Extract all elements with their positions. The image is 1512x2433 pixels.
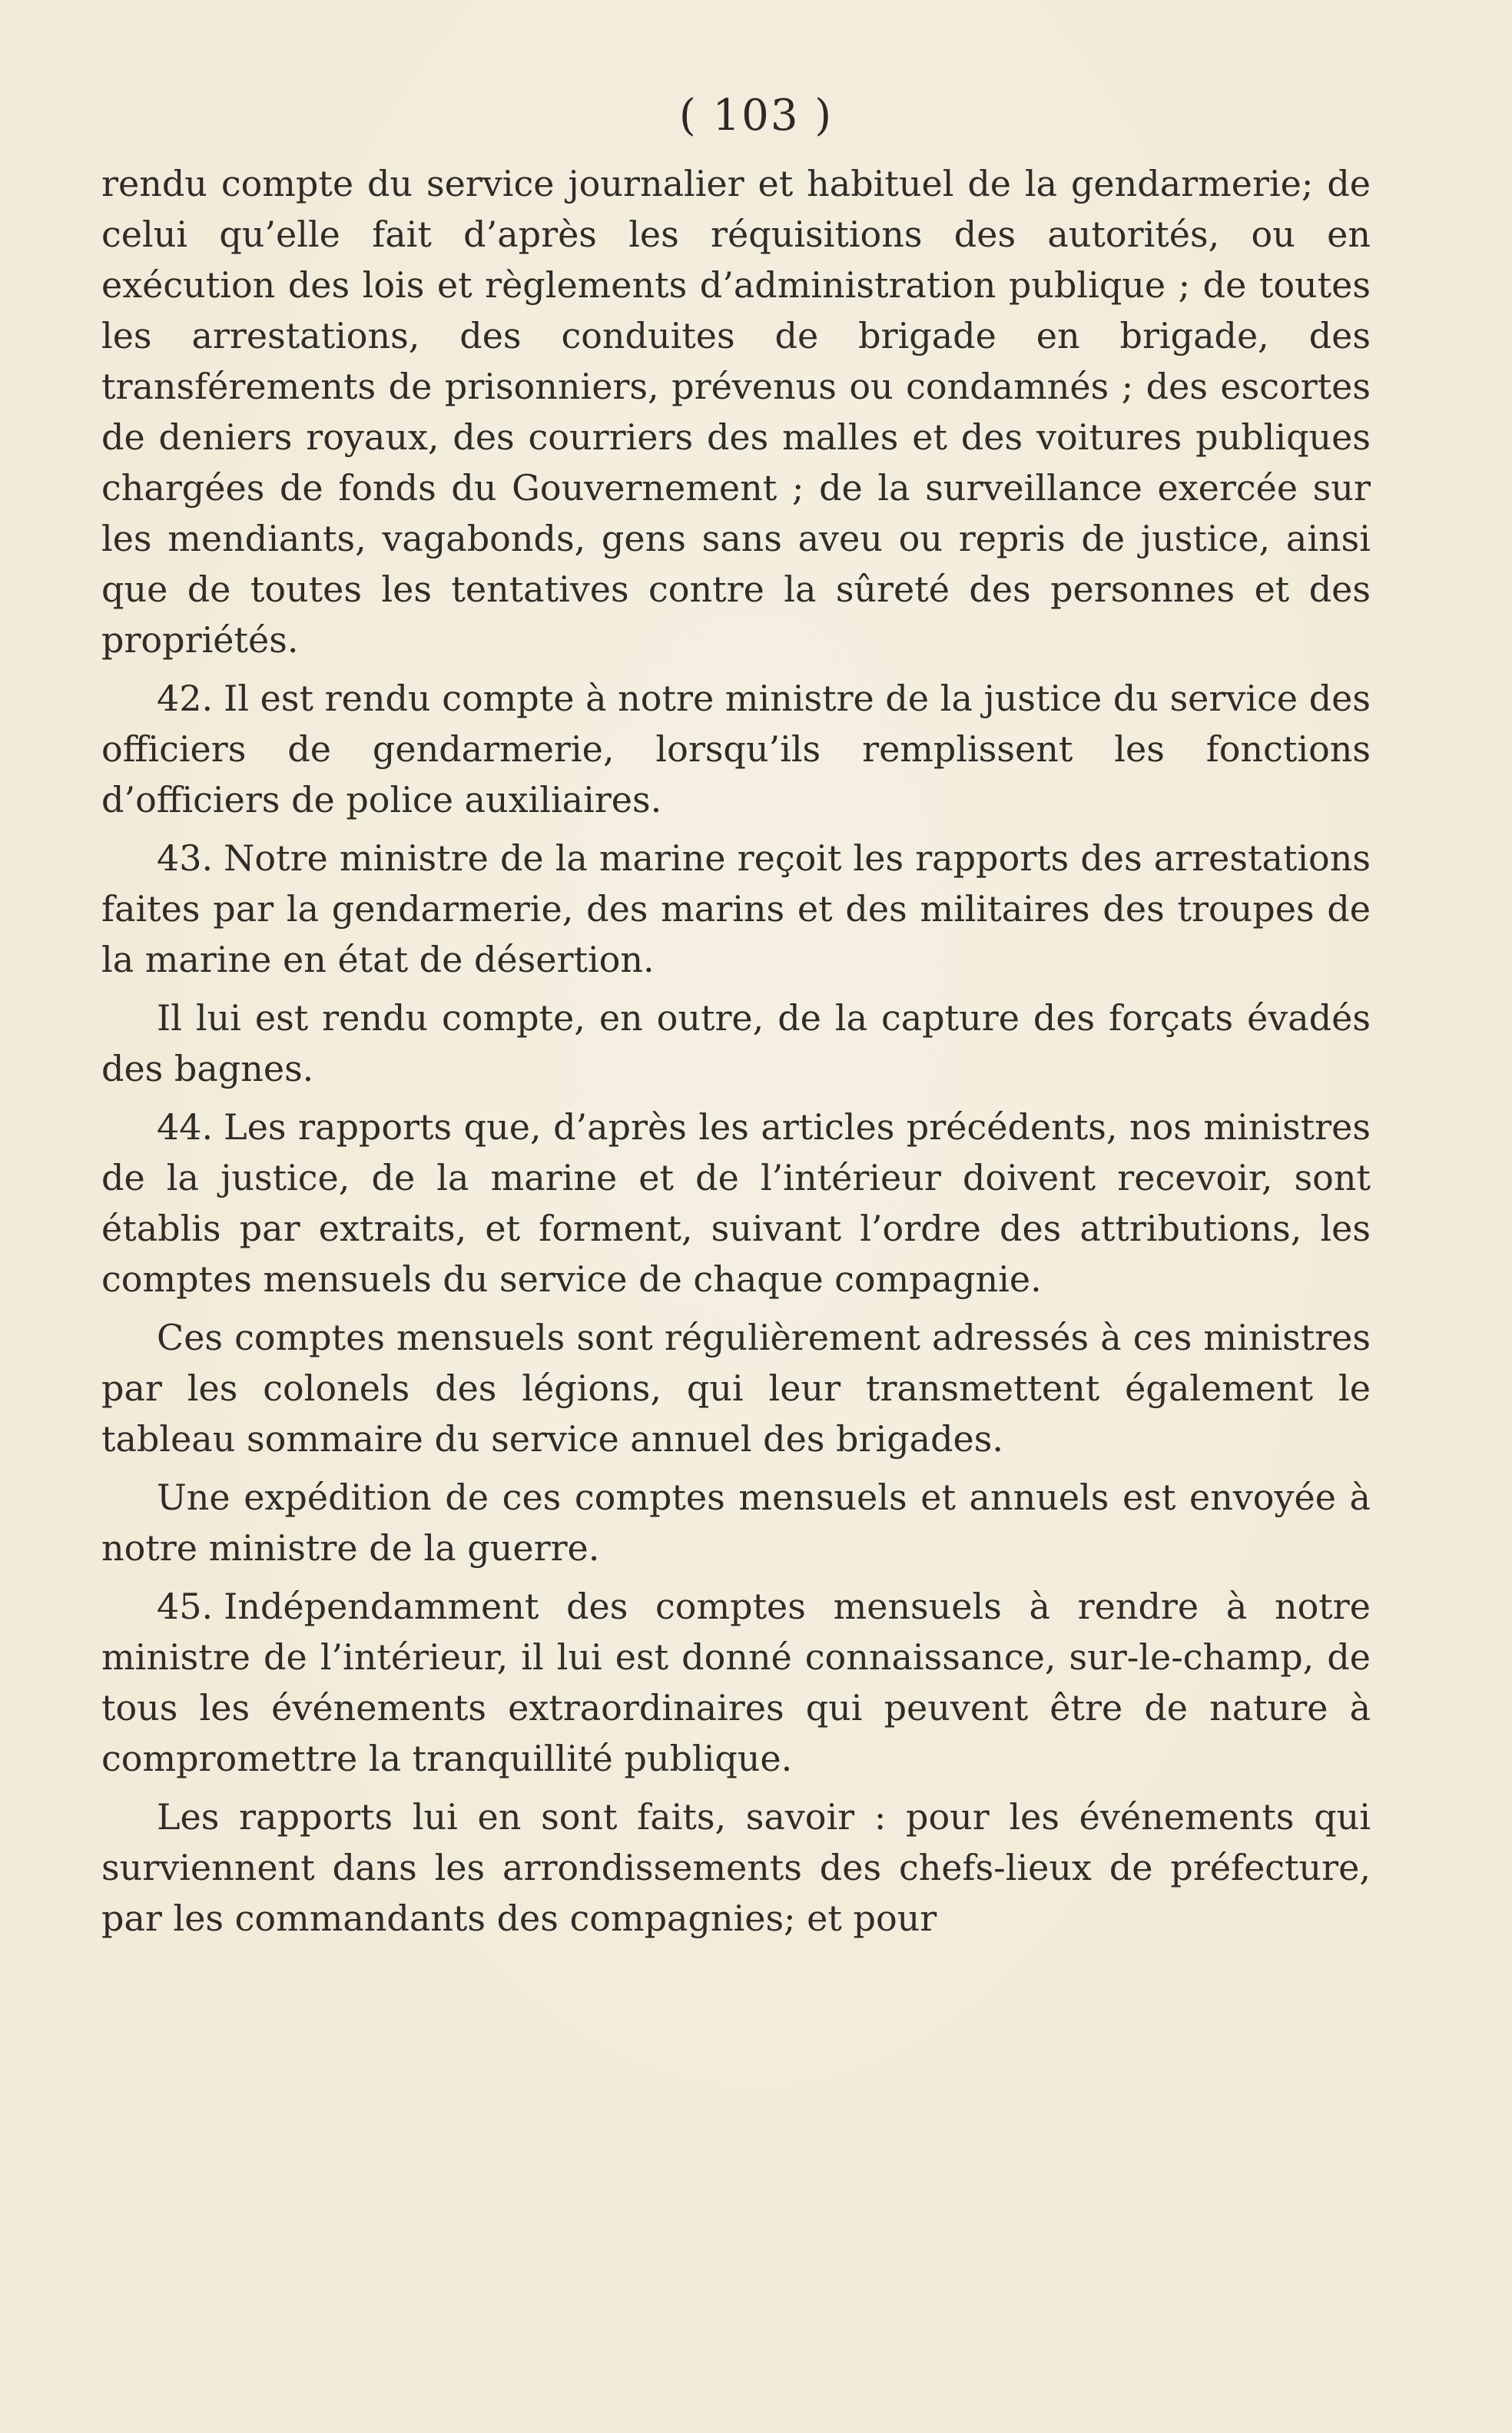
paragraph-article-43 (101, 833, 1371, 985)
paragraph-text: Les rapports que, d’après les articles précédents, nos ministres de la justice, de la marine et de l’intérieur doivent recevoir, sont établis par extraits, et forment, suivant l’ordre des attributions, les comptes mensuels du service de chaque compagnie. (101, 1106, 1371, 1300)
paragraph-text: Il est rendu compte à notre ministre de la justice du service des officiers de gendarmerie, lorsqu’ils remplissent les fonctions d’officiers de police auxiliaires. (101, 678, 1371, 820)
article-number: 43. (157, 837, 214, 879)
paragraph-expedition (101, 1472, 1371, 1573)
article-number: 44. (157, 1106, 214, 1148)
body-text (101, 158, 1371, 1944)
paragraph-monthly-accounts (101, 1312, 1371, 1464)
article-number: 45. (157, 1586, 214, 1627)
article-number: 42. (157, 678, 214, 719)
paragraph-article-45 (101, 1581, 1371, 1784)
paragraph-text: Les rapports lui en sont faits, savoir : pour les événements qui surviennent dans les arrondissements des chefs-lieux de préfecture, par les commandants des compagnies; et pour (101, 1796, 1371, 1939)
paragraph-article-44 (101, 1102, 1371, 1304)
paragraph-article-42 (101, 673, 1371, 825)
page-number: ( 103 ) (678, 91, 834, 141)
paragraph-capture (101, 993, 1371, 1094)
paragraph-text: Ces comptes mensuels sont régulièrement adressés à ces ministres par les colonels des légions, qui leur transmettent également le tableau sommaire du service annuel des brigades. (101, 1317, 1371, 1460)
paragraph-text: Il lui est rendu compte, en outre, de la capture des forçats évadés des bagnes. (101, 997, 1371, 1089)
paragraph-text: Notre ministre de la marine reçoit les rapports des arrestations faites par la gendarmerie, des marins et des militaires des troupes de la marine en état de désertion. (101, 837, 1371, 980)
paragraph-text: Indépendamment des comptes mensuels à rendre à notre ministre de l’intérieur, il lui est donné connaissance, sur-le-champ, de tous les événements extraordinaires qui peuvent être de nature à compromettre la tranquillité publique. (101, 1586, 1371, 1779)
paragraph-text: Une expédition de ces comptes mensuels et annuels est envoyée à notre ministre de la guerre. (101, 1477, 1371, 1569)
paragraph-text: rendu compte du service journalier et habituel de la gendarmerie; de celui qu’elle fait d’après les réquisitions des autorités, ou en exécution des lois et règlements d’administration publique ; de toutes les arrestations, des conduites de brigade en brigade, des transférements de prisonniers, prévenus ou condamnés ; des escortes de deniers royaux, des courriers des malles et des voitures publiques chargées de fonds du Gouvernement ; de la surveillance exercée sur les mendiants, vagabonds, gens sans aveu ou repris de justice, ainsi que de toutes les tentatives contre la sûreté des personnes et des propriétés. (101, 163, 1371, 661)
paragraph-reports (101, 1792, 1371, 1944)
paragraph-intro (101, 158, 1371, 665)
